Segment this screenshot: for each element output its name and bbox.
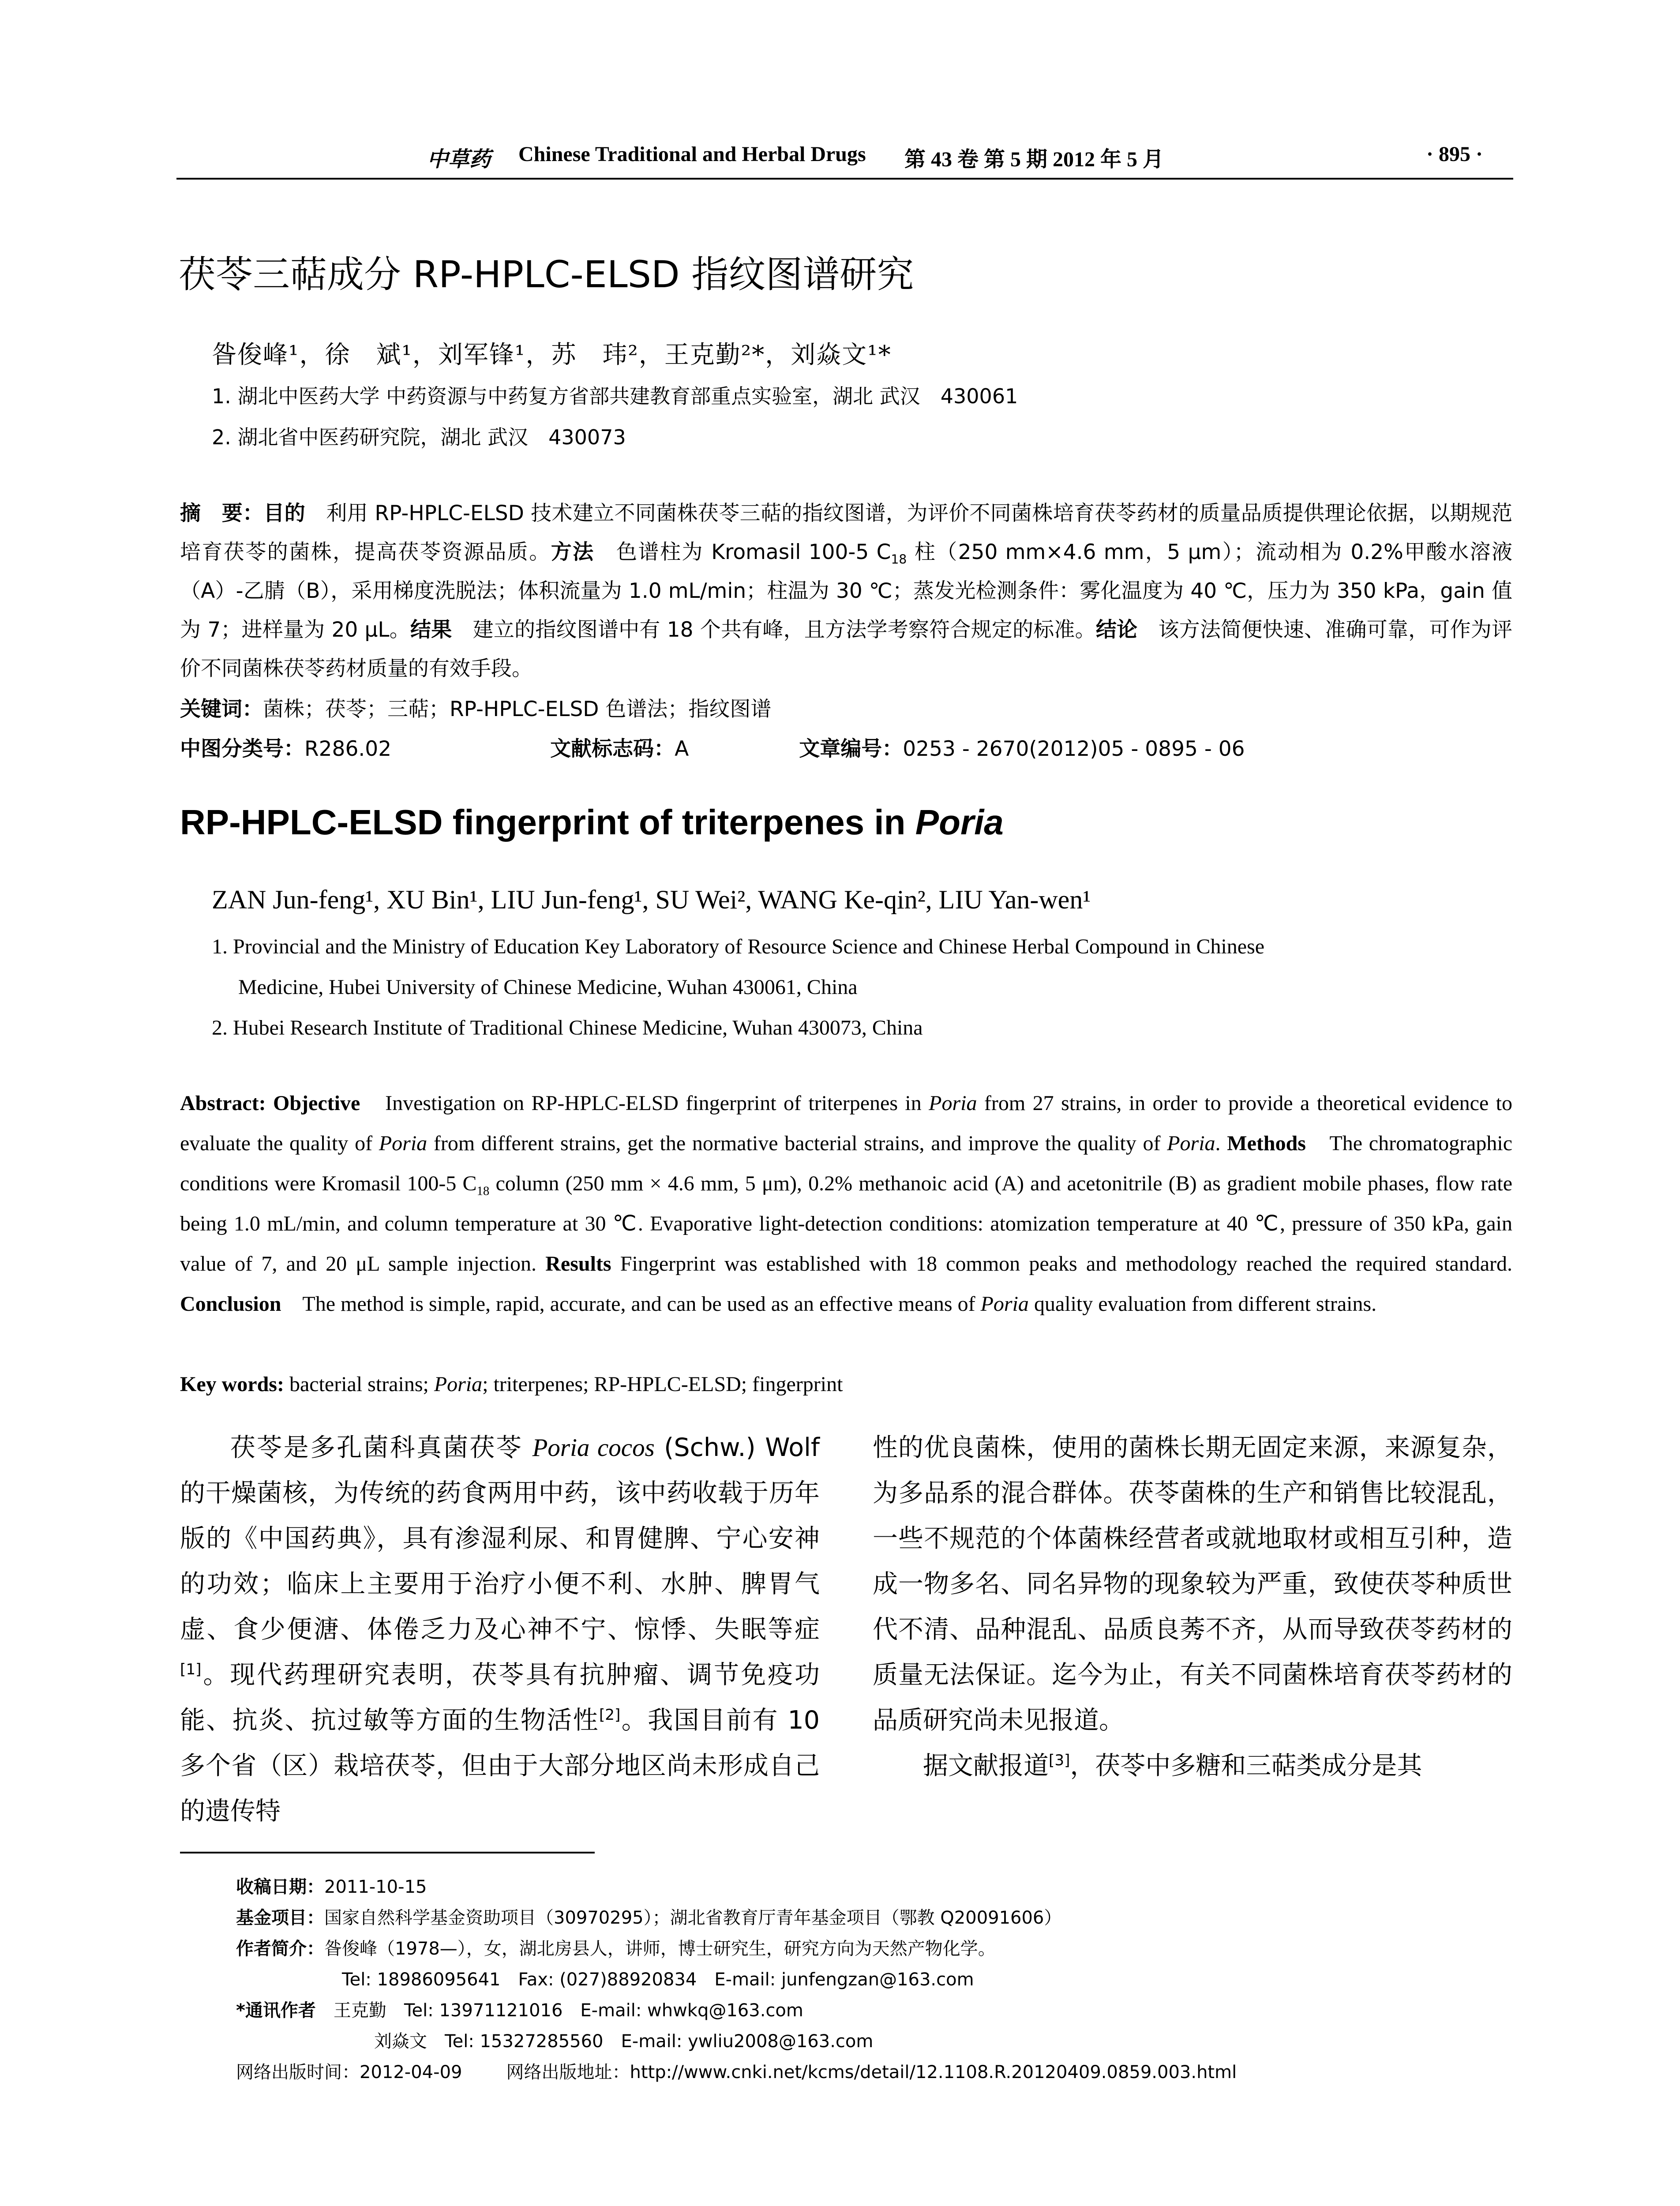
journal-name-en: Chinese Traditional and Herbal Drugs bbox=[518, 143, 866, 166]
title-en-main: RP-HPLC-ELSD fingerprint of triterpenes in bbox=[180, 803, 915, 842]
classification-line bbox=[180, 732, 1245, 762]
conclusion-text-cn: 该方法简便快速、准确可靠，可作为评价不同菌株茯苓药材质量的有效手段。 bbox=[180, 618, 1513, 681]
keywords-en-1: bacterial strains; bbox=[284, 1373, 434, 1396]
conclusion-label-en: Conclusion bbox=[180, 1292, 281, 1316]
article-no-label: 文章编号： bbox=[799, 737, 903, 761]
poria-italic-2: Poria bbox=[379, 1132, 428, 1155]
corresponding-label: *通讯作者 bbox=[236, 2000, 316, 2021]
body-right-2b: ，茯苓中多糖和三萜类成分是其 bbox=[1070, 1751, 1422, 1780]
online-time-label: 网络出版时间： bbox=[236, 2062, 360, 2082]
objective-text-en-1: Investigation on RP-HPLC-ELSD fingerprint of triterpenes in bbox=[360, 1092, 929, 1115]
conclusion-text-en-1: The method is simple, rapid, accurate, and can be used as an effective means of bbox=[281, 1292, 981, 1316]
keywords-text-cn: 菌株；茯苓；三萜；RP-HPLC-ELSD 色谱法；指纹图谱 bbox=[263, 697, 772, 721]
corresponding-1: 王克勤 Tel: 13971121016 E-mail: whwkq@163.com bbox=[333, 2000, 803, 2021]
keywords-label-cn: 关键词： bbox=[180, 697, 263, 721]
affiliation-en-1-line1: 1. Provincial and the Ministry of Education Key Laboratory of Resource Science and Chinese Herbal Compound in Chinese bbox=[212, 935, 1265, 958]
author-bio: 昝俊峰（1978—），女，湖北房县人，讲师，博士研究生，研究方向为天然产物化学。 bbox=[324, 1939, 996, 1959]
keywords-en-2: ; triterpenes; RP-HPLC-ELSD; fingerprint bbox=[482, 1373, 843, 1396]
header-rule bbox=[176, 178, 1513, 180]
species-name: Poria cocos bbox=[532, 1434, 655, 1462]
fund-label: 基金项目： bbox=[236, 1908, 324, 1928]
poria-italic-4: Poria bbox=[980, 1292, 1029, 1316]
keywords-en bbox=[180, 1364, 1512, 1404]
affiliation-cn-2: 2. 湖北省中医药研究院，湖北 武汉 430073 bbox=[212, 425, 626, 449]
online-url-label: 网络出版地址： bbox=[506, 2062, 630, 2082]
keywords-label-en: Key words: bbox=[180, 1373, 284, 1396]
conclusion-text-en-2: quality evaluation from different strains. bbox=[1028, 1292, 1377, 1316]
issue-info: 第 43 卷 第 5 期 2012 年 5 月 bbox=[904, 148, 1164, 171]
body-left-3: 。现代药理研究表明，茯苓具有抗肿瘤、调节免疫功能、抗炎、抗过敏等方面的生物活性 bbox=[180, 1660, 820, 1735]
body-left-2: (Schw.) Wolf 的干燥菌核，为传统的药食两用中药，该中药收载于历年版的《中国药典》，具有渗湿利尿、和胃健脾、宁心安神的功效；临床上主要用于治疗小便不利、水肿、脾胃气虚、食少便溏、体倦乏力及心神不宁、惊悸、失眠等症 bbox=[180, 1433, 820, 1644]
footnote-rule bbox=[180, 1852, 595, 1853]
affiliation-cn-1: 1. 湖北中医药大学 中药资源与中药复方省部共建教育部重点实验室，湖北 武汉 430061 bbox=[212, 384, 1018, 408]
methods-label-cn: 方法 bbox=[551, 540, 595, 564]
keywords-cn bbox=[180, 693, 771, 722]
online-url[interactable]: http://www.cnki.net/kcms/detail/12.1108.R.20120409.0859.003.html bbox=[630, 2062, 1237, 2082]
results-text-cn: 建立的指纹图谱中有 18 个共有峰，且方法学考察符合规定的标准。 bbox=[452, 618, 1096, 642]
affiliations-en bbox=[212, 927, 1513, 1048]
abstract-cn bbox=[180, 494, 1512, 688]
clc-code: R286.02 bbox=[304, 737, 392, 761]
title-cn: 茯苓三萜成分 RP-HPLC-ELSD 指纹图谱研究 bbox=[179, 253, 914, 296]
abstract-label-cn: 摘 要： bbox=[180, 501, 264, 525]
doc-code-label: 文献标志码： bbox=[550, 737, 675, 761]
objective-text-cn: 利用 RP-HPLC-ELSD 技术建立不同菌株茯苓三萜的指纹图谱，为评价不同菌株培育茯苓药材的质量品质提供理论依据，以期规范培育茯苓的菌株，提高茯苓资源品质。 bbox=[180, 501, 1513, 564]
citation-2: [2] bbox=[599, 1706, 621, 1724]
footnote-author-contact: Tel: 18986095641 Fax: (027)88920834 E-mail: junfengzan@163.com bbox=[342, 1970, 974, 1990]
footnote-fund bbox=[236, 1904, 1061, 1929]
methods-subscript-cn: 18 bbox=[891, 552, 907, 567]
footnote-corresponding bbox=[236, 1996, 803, 2022]
body-right-2a: 据文献报道 bbox=[923, 1751, 1049, 1780]
footnote-corresponding-2: 刘焱文 Tel: 15327285560 E-mail: ywliu2008@163.com bbox=[374, 2031, 874, 2052]
article-no: 0253 - 2670(2012)05 - 0895 - 06 bbox=[903, 737, 1245, 761]
body-right-para-2 bbox=[873, 1743, 1512, 1789]
methods-label-en: Methods bbox=[1227, 1132, 1306, 1155]
footnote-received bbox=[236, 1873, 427, 1898]
methods-text-cn: 色谱柱为 Kromasil 100-5 C bbox=[594, 540, 891, 564]
affiliation-en-1-line2: Medicine, Hubei University of Chinese Medicine, Wuhan 430061, China bbox=[238, 975, 858, 999]
online-time: 2012-04-09 bbox=[360, 2062, 462, 2082]
results-text-en: Fingerprint was established with 18 common peaks and methodology reached the required standard. bbox=[611, 1252, 1513, 1276]
clc-label: 中图分类号： bbox=[180, 737, 304, 761]
body-column-left bbox=[180, 1425, 820, 1834]
results-label-cn: 结果 bbox=[410, 618, 452, 642]
body-column-right bbox=[873, 1425, 1512, 1789]
affiliation-en-2: 2. Hubei Research Institute of Traditional Chinese Medicine, Wuhan 430073, China bbox=[212, 1016, 923, 1039]
fund-text: 国家自然科学基金资助项目（30970295）；湖北省教育厅青年基金项目（鄂教 Q20091606） bbox=[324, 1908, 1062, 1928]
citation-1: [1] bbox=[180, 1661, 202, 1678]
objective-label-cn: 目的 bbox=[263, 501, 306, 525]
keywords-en-poria: Poria bbox=[434, 1373, 483, 1396]
citation-3: [3] bbox=[1049, 1752, 1070, 1769]
poria-italic-1: Poria bbox=[929, 1092, 977, 1115]
body-left-1: 茯苓是多孔菌科真菌茯苓 bbox=[230, 1433, 532, 1462]
authors-en: ZAN Jun-feng¹, XU Bin¹, LIU Jun-feng¹, SU Wei², WANG Ke-qin², LIU Yan-wen¹ bbox=[212, 885, 1091, 914]
author-bio-label: 作者简介： bbox=[236, 1939, 324, 1959]
footnote-author bbox=[236, 1935, 996, 1960]
title-en-italic: Poria bbox=[915, 803, 1004, 842]
body-left-4: 。我国目前有 10 多个省（区）栽培茯苓，但由于大部分地区尚未形成自己的遗传特 bbox=[180, 1706, 820, 1826]
received-label: 收稿日期： bbox=[236, 1877, 324, 1897]
results-label-en: Results bbox=[545, 1252, 611, 1276]
methods-text-cn-b: 柱（250 mm×4.6 mm，5 μm）；流动相为 0.2%甲酸水溶液（A）-乙腈（B），采用梯度洗脱法；体积流量为 1.0 mL/min；柱温为 30 ℃；蒸发光检测条件：雾化温度为 40 ℃，压力为 350 kPa，gain 值为 7；进样量为 20 μL。 bbox=[180, 540, 1513, 642]
page-number: · 895 · bbox=[1426, 143, 1483, 166]
methods-subscript-en: 18 bbox=[476, 1184, 490, 1198]
body-right-para-1: 性的优良菌株，使用的菌株长期无固定来源，来源复杂，为多品系的混合群体。茯苓菌株的生产和销售比较混乱，一些不规范的个体菌株经营者或就地取材或相互引种，造成一物多名、同名异物的现象较为严重，致使茯苓种质世代不清、品种混乱、品质良莠不齐，从而导致茯苓药材的质量无法保证。迄今为止，有关不同菌株培育茯苓药材的品质研究尚未见报道。 bbox=[873, 1433, 1512, 1735]
objective-text-en-4: . bbox=[1215, 1132, 1227, 1155]
title-en bbox=[180, 802, 1004, 843]
conclusion-label-cn: 结论 bbox=[1095, 618, 1138, 642]
poria-italic-3: Poria bbox=[1167, 1132, 1215, 1155]
journal-name-cn: 中草药 bbox=[427, 148, 491, 171]
authors-cn: 昝俊峰¹，徐 斌¹，刘军锋¹，苏 玮²，王克勤²*，刘焱文¹* bbox=[212, 341, 892, 369]
abstract-en bbox=[180, 1083, 1512, 1324]
methods-text-en-b: column (250 mm × 4.6 mm, 5 μm), 0.2% methanoic acid (A) and acetonitrile (B) as gradient mobile phases, flow rate being 1.0 mL/min, and column temperature at 30 ℃. Evaporative light-detection conditions: atomization temperature at 40 ℃, pressure of 350 kPa, gain value of 7, and 20 μL sample injection. bbox=[180, 1172, 1513, 1276]
received-date: 2011-10-15 bbox=[324, 1877, 427, 1897]
footnote-online bbox=[236, 2058, 1237, 2083]
doc-code: A bbox=[675, 737, 689, 761]
methods-text-en-a: The chromatographic conditions were Kromasil 100-5 C bbox=[180, 1132, 1513, 1195]
objective-text-en-2: from 27 strains, in order to provide a theoretical evidence to evaluate the quality of bbox=[180, 1092, 1513, 1155]
objective-text-en-3: from different strains, get the normative bacterial strains, and improve the quality of bbox=[427, 1132, 1167, 1155]
abstract-label-en: Abstract: Objective bbox=[180, 1092, 360, 1115]
